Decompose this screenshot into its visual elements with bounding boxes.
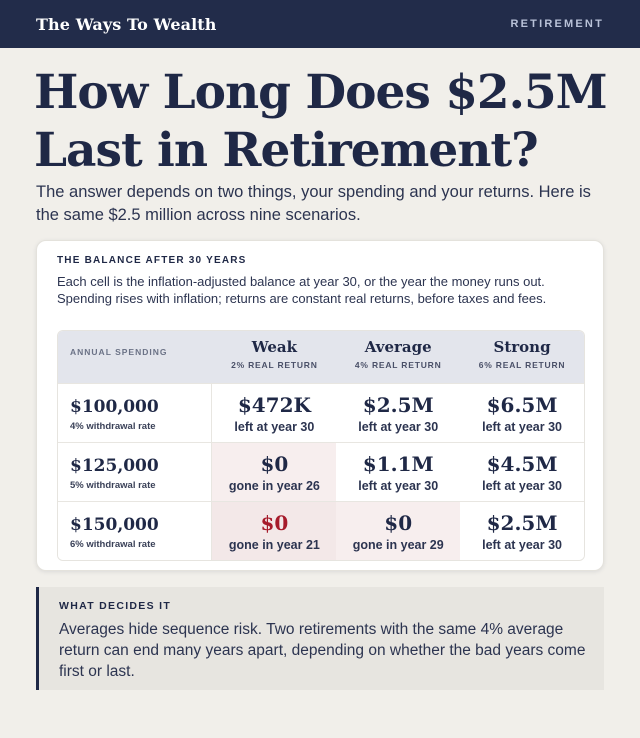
result-value: $472K <box>237 393 311 417</box>
table-row <box>58 442 584 501</box>
result-value: $0 <box>260 452 289 476</box>
result-value: $6.5M <box>486 393 558 417</box>
result-value: $2.5M <box>362 393 434 417</box>
withdrawal-rate: 5% withdrawal rate <box>70 480 156 491</box>
page-title: How Long Does $2.5M Last in Retirement? <box>34 65 607 178</box>
header-average <box>336 331 460 383</box>
result-note: gone in year 21 <box>228 538 320 552</box>
header-sub: 2% REAL RETURN <box>231 360 318 370</box>
header-name: Average <box>364 338 432 356</box>
header-annual-spending: ANNUAL SPENDING <box>70 347 168 357</box>
result-cell <box>460 443 584 501</box>
result-note: gone in year 26 <box>228 479 320 493</box>
card-eyebrow: THE BALANCE AFTER 30 YEARS <box>57 255 247 266</box>
callout-text: Averages hide sequence risk. Two retirements with the same 4% average return can end many years apart, depending on whether the bad years come first or last. <box>59 621 586 680</box>
result-cell <box>212 384 336 442</box>
result-cell <box>460 384 584 442</box>
callout-eyebrow: WHAT DECIDES IT <box>59 600 172 612</box>
spending-cell <box>58 443 212 501</box>
result-cell <box>212 502 336 560</box>
result-cell <box>336 502 460 560</box>
brand-name[interactable]: The Ways To Wealth <box>36 14 217 34</box>
result-value: $1.1M <box>362 452 434 476</box>
header-sub: 6% REAL RETURN <box>478 360 566 370</box>
callout-box <box>36 587 604 690</box>
table-row <box>58 383 584 442</box>
top-bar <box>0 0 640 48</box>
result-cell <box>212 443 336 501</box>
result-value: $4.5M <box>486 452 558 476</box>
result-note: left at year 30 <box>482 420 563 434</box>
result-note: left at year 30 <box>234 420 315 434</box>
header-name: Strong <box>493 338 551 356</box>
scenario-table <box>57 330 585 561</box>
result-value: $0 <box>384 511 413 535</box>
table-header <box>58 331 584 383</box>
result-value: $0 <box>260 511 289 535</box>
spending-cell <box>58 502 212 560</box>
spending-amount: $125,000 <box>70 456 159 476</box>
spending-cell <box>58 384 212 442</box>
section-tag[interactable]: RETIREMENT <box>510 18 604 30</box>
table-row <box>58 501 584 560</box>
result-cell <box>460 502 584 560</box>
scenario-card <box>36 240 604 571</box>
result-note: left at year 30 <box>358 420 439 434</box>
header-name: Weak <box>251 338 298 356</box>
result-value: $2.5M <box>486 511 558 535</box>
result-note: left at year 30 <box>482 479 563 493</box>
result-cell <box>336 443 460 501</box>
spending-amount: $150,000 <box>70 515 159 535</box>
intro-text: The answer depends on two things, your spending and your returns. Here is the same $2.5 million across nine scenarios. <box>36 183 591 224</box>
card-description: Each cell is the inflation-adjusted balance at year 30, or the year the money runs out. Spending rises with inflation; returns are constant real returns, before taxes and fees. <box>57 274 547 306</box>
withdrawal-rate: 6% withdrawal rate <box>70 539 156 550</box>
spending-amount: $100,000 <box>70 397 159 417</box>
result-cell <box>336 384 460 442</box>
withdrawal-rate: 4% withdrawal rate <box>70 421 156 432</box>
result-note: gone in year 29 <box>352 538 444 552</box>
result-note: left at year 30 <box>482 538 563 552</box>
header-weak <box>212 331 336 383</box>
header-sub: 4% REAL RETURN <box>354 360 442 370</box>
header-strong <box>460 331 584 383</box>
result-note: left at year 30 <box>358 479 439 493</box>
